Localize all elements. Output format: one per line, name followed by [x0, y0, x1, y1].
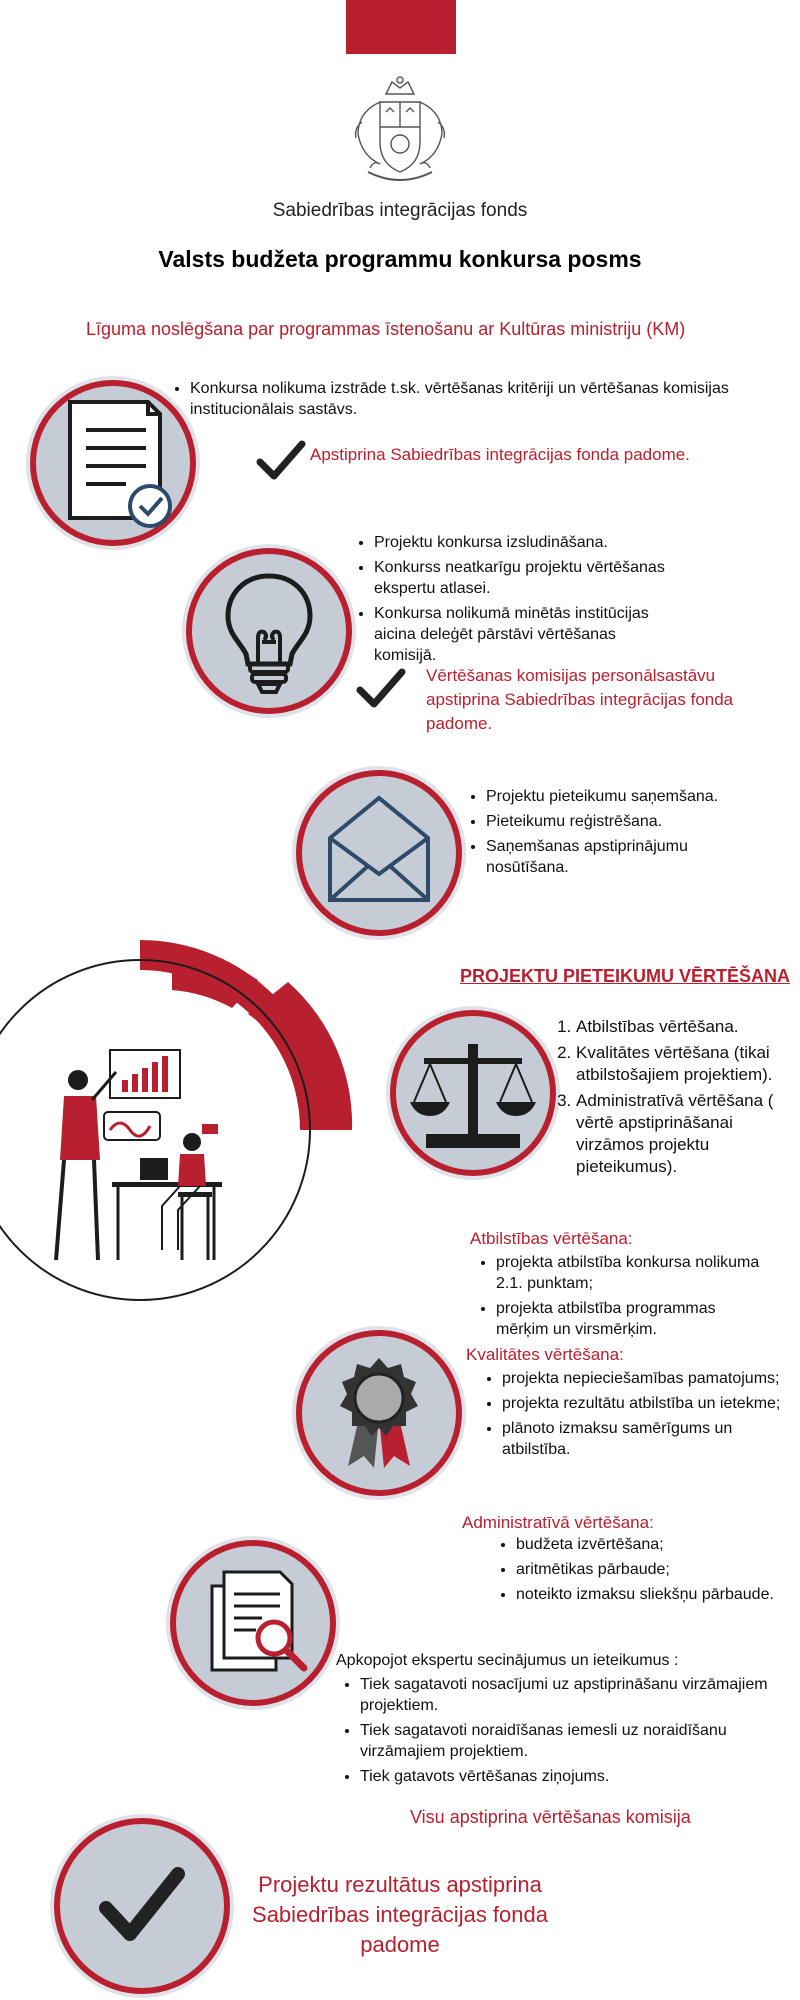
list-item: • Projektu konkursa izsludināšana. — [374, 532, 674, 553]
step3-bullets — [466, 786, 766, 882]
envelope-icon — [302, 776, 456, 930]
final-check-circle — [54, 1818, 230, 1994]
list-item: 1. Atbilstības vērtēšana. — [576, 1016, 788, 1038]
step2-bullets — [354, 532, 674, 670]
final-text: Projektu rezultātus apstiprina Sabiedrības integrācijas fonda padome — [252, 1872, 548, 1957]
magnifier-document-icon — [176, 1546, 330, 1700]
compliance-heading: Atbilstības vērtēšana: — [470, 1229, 633, 1248]
medal-circle — [296, 1330, 462, 1496]
list-item: • projekta atbilstība programmas mērķim un virsmērķim. — [496, 1298, 766, 1340]
admin-bullets — [496, 1534, 776, 1609]
check-icon — [356, 664, 406, 714]
list-item: • Saņemšanas apstiprinājumu nosūtīšana. — [486, 836, 766, 878]
quality-bullets — [482, 1368, 782, 1464]
check-icon — [256, 436, 306, 486]
list-item: • noteikto izmaksu sliekšņu pārbaude. — [516, 1584, 776, 1605]
list-item: • projekta rezultātu atbilstība un ietekme; — [502, 1393, 782, 1414]
list-item: • Tiek sagatavoti nosacījumi uz apstiprināšanu virzāmajiem projektiem. — [360, 1674, 780, 1716]
top-red-bar — [346, 0, 456, 54]
list-item: • Tiek gatavots vērtēšanas ziņojums. — [360, 1766, 780, 1787]
evaluation-illustration — [0, 930, 370, 1330]
document-icon — [36, 386, 190, 540]
coat-of-arms-logo — [340, 72, 460, 192]
summary-bullets — [340, 1674, 780, 1791]
admin-heading: Administratīvā vērtēšana: — [462, 1513, 654, 1532]
list-item: • Tiek sagatavoti noraidīšanas iemesli uz noraidīšanu virzāmajiem projektiem. — [360, 1720, 780, 1762]
intro-heading: Līguma noslēgšana par programmas īstenošanu ar Kultūras ministriju (KM) — [86, 319, 686, 339]
summary-heading: Apkopojot ekspertu secinājumus un ieteikumus : — [336, 1652, 679, 1669]
step2-approval: Vērtēšanas komisijas personālsastāvu apstiprina Sabiedrības integrācijas fonda padome. — [426, 666, 734, 733]
compliance-bullets — [476, 1252, 766, 1344]
list-item: • budžeta izvērtēšana; — [516, 1534, 776, 1555]
scales-icon — [396, 1016, 550, 1170]
list-item: • Konkursa nolikuma izstrāde t.sk. vērtēšanas kritēriji un vērtēšanas komisijas institucionālais sastāvs. — [190, 378, 790, 420]
list-item: 3. Administratīvā vērtēšana ( vērtē apstiprināšanai virzāmos projektu pieteikumus). — [576, 1090, 788, 1178]
review-circle — [170, 1540, 336, 1706]
step1-approval: Apstiprina Sabiedrības integrācijas fonda padome. — [310, 445, 690, 464]
list-item: 2. Kvalitātes vērtēšana (tikai atbilstošajiem projektiem). — [576, 1042, 788, 1086]
step1-bullets — [170, 378, 790, 424]
lightbulb-icon — [192, 554, 346, 708]
list-item: • Projektu pieteikumu saņemšana. — [486, 786, 766, 807]
quality-heading: Kvalitātes vērtēšana: — [466, 1345, 624, 1364]
list-item: • projekta nepieciešamības pamatojums; — [502, 1368, 782, 1389]
check-icon — [60, 1824, 224, 1988]
scales-circle — [390, 1010, 556, 1176]
list-item: • plānoto izmaksu samērīgums un atbilstība. — [502, 1418, 782, 1460]
list-item: • projekta atbilstība konkursa nolikuma 2.1. punktam; — [496, 1252, 766, 1294]
committee-approval: Visu apstiprina vērtēšanas komisija — [410, 1807, 691, 1827]
org-name: Sabiedrības integrācijas fonds — [272, 200, 528, 221]
evaluation-heading: PROJEKTU PIETEIKUMU VĒRTĒŠANA — [459, 966, 790, 986]
list-item: • Konkurss neatkarīgu projektu vērtēšanas ekspertu atlasei. — [374, 557, 674, 599]
envelope-circle — [296, 770, 462, 936]
list-item: • aritmētikas pārbaude; — [516, 1559, 776, 1580]
lightbulb-circle — [186, 548, 352, 714]
list-item: • Konkursa nolikumā minētās institūcijas aicina deleģēt pārstāvi vērtēšanas komisijā. — [374, 603, 674, 666]
medal-icon — [302, 1336, 456, 1490]
evaluation-steps — [548, 1016, 788, 1182]
page-title: Valsts budžeta programmu konkursa posms — [158, 246, 642, 272]
list-item: • Pieteikumu reģistrēšana. — [486, 811, 766, 832]
